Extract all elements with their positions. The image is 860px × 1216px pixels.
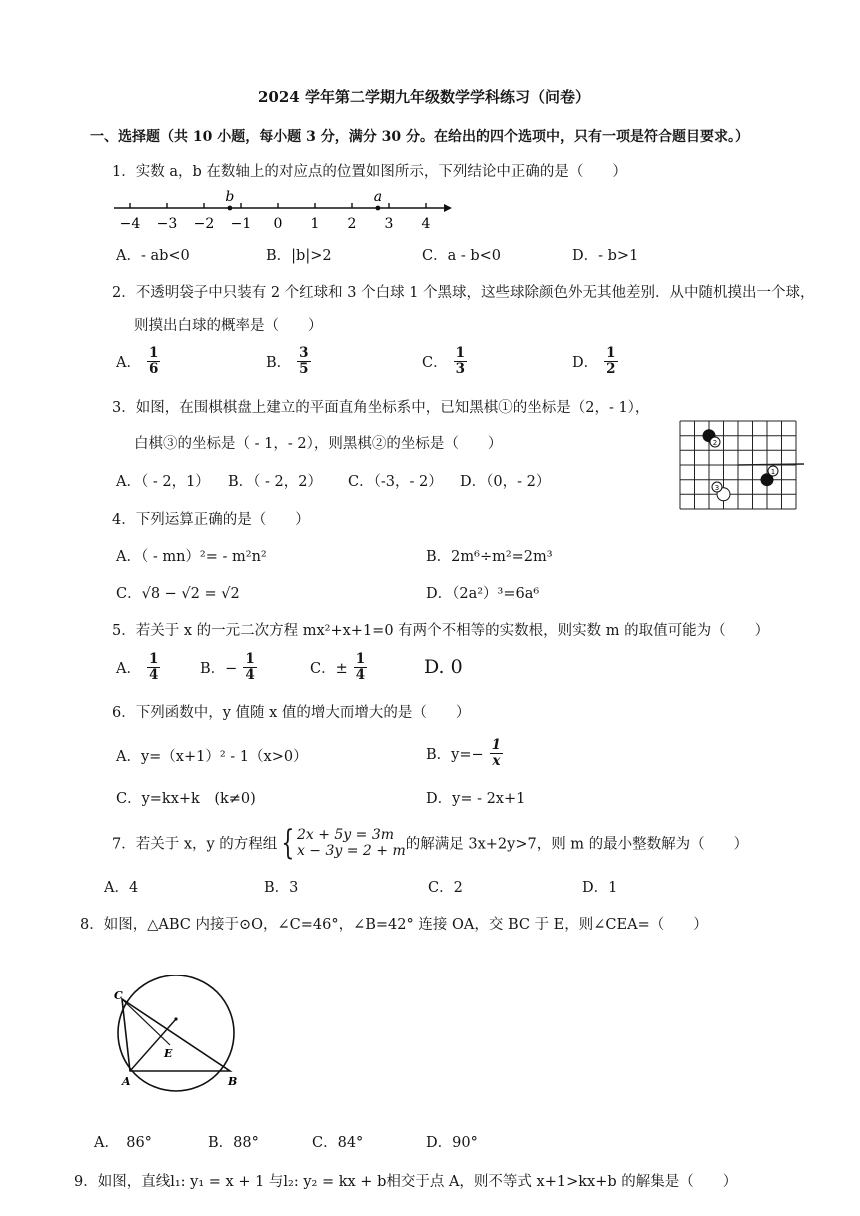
number-line-tick-label: −2 (193, 216, 215, 232)
question-5-option-c: C．± $\frac{1}{4}$ (310, 651, 366, 683)
question-4-option-c: C．√8 − √2 = √2 (116, 586, 240, 602)
number-line-tick-label: −4 (119, 216, 141, 232)
question-5-option-a: A． $\frac{1}{4}$ (116, 651, 159, 683)
number-line-point-a (376, 206, 381, 211)
number-line-point-label: a (373, 190, 383, 205)
question-3-stem-line-2: 白棋③的坐标是（ - 1，- 2），则黑棋②的坐标是（ ） (134, 436, 503, 452)
svg-text:2: 2 (712, 439, 718, 447)
question-8-stem: 8．如图，△ABC 内接于⊙O，∠C=46°，∠B=42° 连接 OA，交 BC 于 E，则∠CEA=（ ） (80, 917, 708, 933)
question-2-option-d: D． $\frac{1}{2}$ (572, 345, 616, 377)
question-8-option-c: C．84° (312, 1135, 364, 1151)
question-7-option-b: B．3 (264, 880, 299, 896)
question-2-option-c: C． $\frac{1}{3}$ (422, 345, 466, 377)
question-4-option-a: A．（ - mn）²= - m²n² (116, 549, 267, 565)
page-title: 2024 学年第二学期九年级数学学科练习（问卷） (258, 88, 590, 106)
question-5-option-d: D. 0 (424, 656, 463, 678)
question-1-stem: 1．实数 a，b 在数轴上的对应点的位置如图所示，下列结论中正确的是（ ） (112, 164, 627, 180)
section-heading: 一、选择题（共 10 小题，每小题 3 分，满分 30 分。在给出的四个选项中，只有一项是符合题目要求。） (90, 129, 749, 145)
question-6-option-d: D．y= - 2x+1 (426, 791, 526, 807)
question-7-option-c: C．2 (428, 880, 463, 896)
question-6-option-a: A．y=（x+1）² - 1（x>0） (116, 749, 308, 765)
svg-text:B: B (228, 1075, 238, 1088)
equation-system: { 2x + 5y = 3m x − 3y = 2 + m (281, 823, 406, 863)
svg-text:3: 3 (714, 484, 720, 492)
number-line-arrow (444, 204, 452, 212)
number-line-tick-label: −1 (230, 216, 252, 232)
number-line-figure (110, 190, 460, 236)
question-1-option-d: D．- b>1 (572, 248, 639, 264)
black-stone-1 (761, 466, 779, 486)
question-4-stem: 4．下列运算正确的是（ ） (112, 512, 310, 528)
question-3-option-a: A．（ - 2，1） (116, 474, 210, 490)
question-7-stem: 7．若关于 x，y 的方程组 { 2x + 5y = 3m x − 3y = 2 + m 的解满足 3x+2y>7，则 m 的最小整数解为（ ） (112, 823, 749, 863)
question-2-option-b: B． $\frac{3}{5}$ (266, 345, 309, 377)
svg-text:1: 1 (770, 468, 776, 476)
white-stone-3 (712, 482, 730, 501)
question-2-option-a: A． $\frac{1}{6}$ (116, 345, 159, 377)
number-line-tick-label: 1 (310, 216, 320, 232)
question-6-option-c: C．y=kx+k (k≠0) (116, 791, 256, 807)
svg-text:E: E (164, 1047, 173, 1060)
number-line-tick-label: 4 (421, 216, 431, 232)
question-7-option-d: D．1 (582, 880, 618, 896)
question-2-stem: 2．不透明袋子中只装有 2 个红球和 3 个白球 1 个黑球，这些球除颜色外无其他差别．从中随机摸出一个球， (112, 285, 815, 301)
number-line-point-label: b (225, 190, 235, 205)
number-line-tick-label: −3 (156, 216, 178, 232)
question-7-option-a: A．4 (104, 880, 139, 896)
question-1-option-c: C．a - b<0 (422, 248, 502, 264)
question-6-stem: 6．下列函数中，y 值随 x 值的增大而增大的是（ ） (112, 705, 471, 721)
question-3-option-b: B．（ - 2，2） (228, 474, 322, 490)
svg-text:C: C (114, 989, 123, 1002)
question-3-stem: 3．如图，在围棋棋盘上建立的平面直角坐标系中，已知黑棋①的坐标是（2，- 1）， (112, 400, 650, 416)
question-1-option-a: A．- ab<0 (116, 248, 190, 264)
question-6-option-b: B．y=− $\frac{1}{x}$ (426, 737, 502, 769)
question-5-stem: 5．若关于 x 的一元二次方程 mx²+x+1=0 有两个不相等的实数根，则实数 m 的取值可能为（ ） (112, 623, 770, 639)
circle-triangle-figure (100, 975, 250, 1095)
question-5-option-b: B．− $\frac{1}{4}$ (200, 651, 255, 683)
question-9-stem: 9．如图，直线l₁: y₁ = x + 1 与l₂: y₂ = kx + b相交于点 A，则不等式 x+1>kx+b 的解集是（ ） (74, 1174, 738, 1190)
number-line-tick-label: 2 (347, 216, 357, 232)
black-stone-2 (703, 429, 721, 447)
question-2-stem-line-2: 则摸出白球的概率是（ ） (134, 318, 323, 334)
question-4-option-b: B．2m⁶÷m²=2m³ (426, 549, 553, 565)
svg-text:A: A (122, 1075, 131, 1088)
question-8-option-b: B．88° (208, 1135, 259, 1151)
number-line-tick-label: 0 (273, 216, 283, 232)
number-line-tick-label: 3 (384, 216, 394, 232)
question-8-option-a: A． 86° (94, 1135, 152, 1151)
question-4-option-d: D．（2a²）³=6a⁶ (426, 586, 540, 602)
question-3-option-c: C．（-3，- 2） (348, 474, 443, 490)
question-3-option-d: D．（0，- 2） (460, 474, 551, 490)
go-board-figure (676, 417, 804, 513)
question-8-option-d: D．90° (426, 1135, 478, 1151)
number-line-point-b (228, 206, 233, 211)
question-1-option-b: B．|b|>2 (266, 248, 332, 264)
